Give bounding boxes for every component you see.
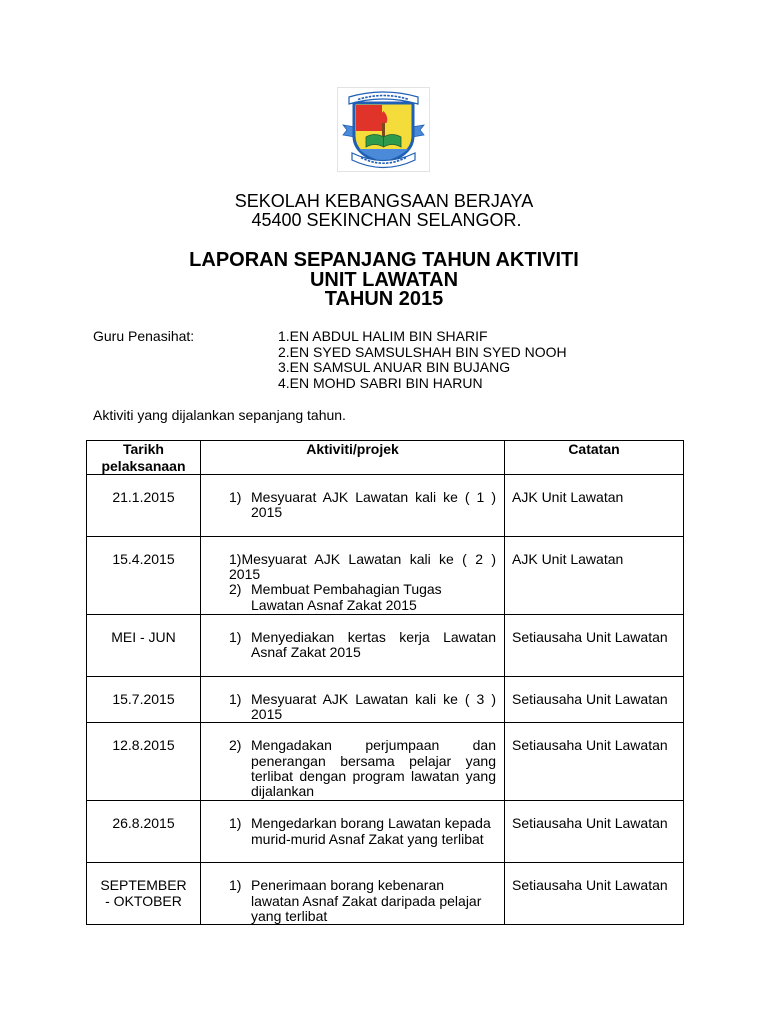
item-number: 1) — [229, 691, 242, 707]
item-line: 2015 — [251, 706, 283, 723]
activity-cell — [201, 677, 505, 723]
item-line: 1)Mesyuarat AJK Lawatan kali ke ( 2 ) — [229, 551, 496, 567]
activity-cell — [201, 863, 505, 925]
activity-item — [229, 630, 496, 660]
school-name: SEKOLAH KEBANGSAAN BERJAYA — [234, 191, 534, 211]
item-text — [251, 816, 496, 846]
activity-item — [229, 692, 496, 722]
school-address: 45400 SEKINCHAN SELANGOR. — [251, 210, 522, 230]
report-title-line: LAPORAN SEPANJANG TAHUN AKTIVITI — [189, 249, 579, 271]
table-row — [87, 615, 684, 677]
date-cell: MEI - JUN — [87, 615, 201, 677]
activity-cell — [201, 475, 505, 537]
header-date: Tarikh pelaksanaan — [87, 441, 201, 475]
advisor-list — [278, 329, 567, 392]
table-row — [87, 723, 684, 801]
item-line: Membuat Pembahagian Tugas — [251, 581, 442, 598]
table-row — [87, 475, 684, 537]
date-cell: SEPTEMBER - OKTOBER — [87, 863, 201, 925]
date-cell: 26.8.2015 — [87, 801, 201, 863]
notes-cell: AJK Unit Lawatan — [505, 537, 684, 615]
item-line: 2015 — [251, 504, 283, 521]
item-line: Mengedarkan borang Lawatan kepada — [251, 815, 491, 832]
notes-cell: Setiausaha Unit Lawatan — [505, 677, 684, 723]
item-line: Penerimaan borang kebenaran — [251, 877, 445, 894]
activity-item — [229, 878, 496, 924]
activity-cell — [201, 723, 505, 801]
item-line: lawatan Asnaf Zakat daripada pelajar — [251, 892, 482, 909]
item-number: 1) — [229, 489, 242, 505]
item-line: Menyediakan kertas kerja Lawatan — [251, 629, 496, 645]
item-number: 2) — [229, 581, 242, 598]
item-number: 1) — [229, 877, 242, 894]
item-line: murid-murid Asnaf Zakat yang terlibat — [251, 830, 484, 847]
item-line: Lawatan Asnaf Zakat 2015 — [251, 596, 417, 613]
item-line: Asnaf Zakat 2015 — [251, 644, 361, 661]
item-line: dijalankan — [251, 783, 315, 800]
activity-item — [229, 816, 496, 846]
item-line: penerangan bersama pelajar yang — [251, 752, 496, 769]
item-number: 2) — [229, 737, 242, 754]
table-header-row — [87, 441, 684, 475]
item-line: yang terlibat — [251, 907, 328, 924]
header-notes: Catatan — [505, 441, 684, 475]
item-text — [251, 582, 496, 612]
advisor-name: 2.EN SYED SAMSULSHAH BIN SYED NOOH — [278, 343, 567, 360]
item-line: terlibat dengan program lawatan yang — [251, 767, 496, 784]
report-title-line: TAHUN 2015 — [324, 288, 444, 310]
school-crest-logo — [337, 87, 430, 172]
crest-torch-handle — [382, 122, 385, 137]
notes-cell: AJK Unit Lawatan — [505, 475, 684, 537]
report-title — [0, 251, 768, 310]
notes-cell: Setiausaha Unit Lawatan — [505, 723, 684, 801]
report-title-line: UNIT LAWATAN — [309, 268, 459, 291]
item-line: Mengadakan perjumpaan dan — [251, 737, 496, 754]
notes-cell: Setiausaha Unit Lawatan — [505, 615, 684, 677]
item-line: Mesyuarat AJK Lawatan kali ke ( 3 ) — [251, 691, 496, 707]
advisor-name: 3.EN SAMSUL ANUAR BIN BUJANG — [278, 359, 511, 376]
item-text — [251, 878, 496, 924]
header-activity: Aktiviti/projek — [201, 441, 505, 475]
date-cell: 12.8.2015 — [87, 723, 201, 801]
date-cell: 15.7.2015 — [87, 677, 201, 723]
item-text — [251, 692, 496, 722]
activity-table — [86, 440, 684, 925]
date-cell: 15.4.2015 — [87, 537, 201, 615]
item-number: 1) — [229, 815, 242, 832]
table-row — [87, 801, 684, 863]
activity-item — [229, 738, 496, 799]
activity-cell — [201, 615, 505, 677]
activity-cell — [201, 537, 505, 615]
advisor-name: 1.EN ABDUL HALIM BIN SHARIF — [278, 328, 488, 344]
activity-item — [229, 552, 496, 582]
item-text — [229, 552, 496, 582]
table-row — [87, 537, 684, 615]
date-cell: 21.1.2015 — [87, 475, 201, 537]
item-text — [251, 630, 496, 660]
table-row — [87, 677, 684, 723]
advisor-label: Guru Penasihat: — [93, 328, 195, 344]
school-header — [0, 192, 768, 230]
activity-item — [229, 490, 496, 520]
activity-item — [229, 582, 496, 612]
advisor-name: 4.EN MOHD SABRI BIN HARUN — [278, 375, 483, 392]
notes-cell: Setiausaha Unit Lawatan — [505, 801, 684, 863]
activity-cell — [201, 801, 505, 863]
table-row — [87, 863, 684, 925]
item-text — [251, 738, 496, 799]
item-line: 2015 — [229, 566, 261, 583]
notes-cell: Setiausaha Unit Lawatan — [505, 863, 684, 925]
crest-quarter-red — [356, 105, 382, 131]
item-line: Mesyuarat AJK Lawatan kali ke ( 1 ) — [251, 489, 496, 505]
item-number: 1) — [229, 629, 242, 645]
intro-text: Aktiviti yang dijalankan sepanjang tahun. — [93, 407, 346, 423]
item-text — [251, 490, 496, 520]
